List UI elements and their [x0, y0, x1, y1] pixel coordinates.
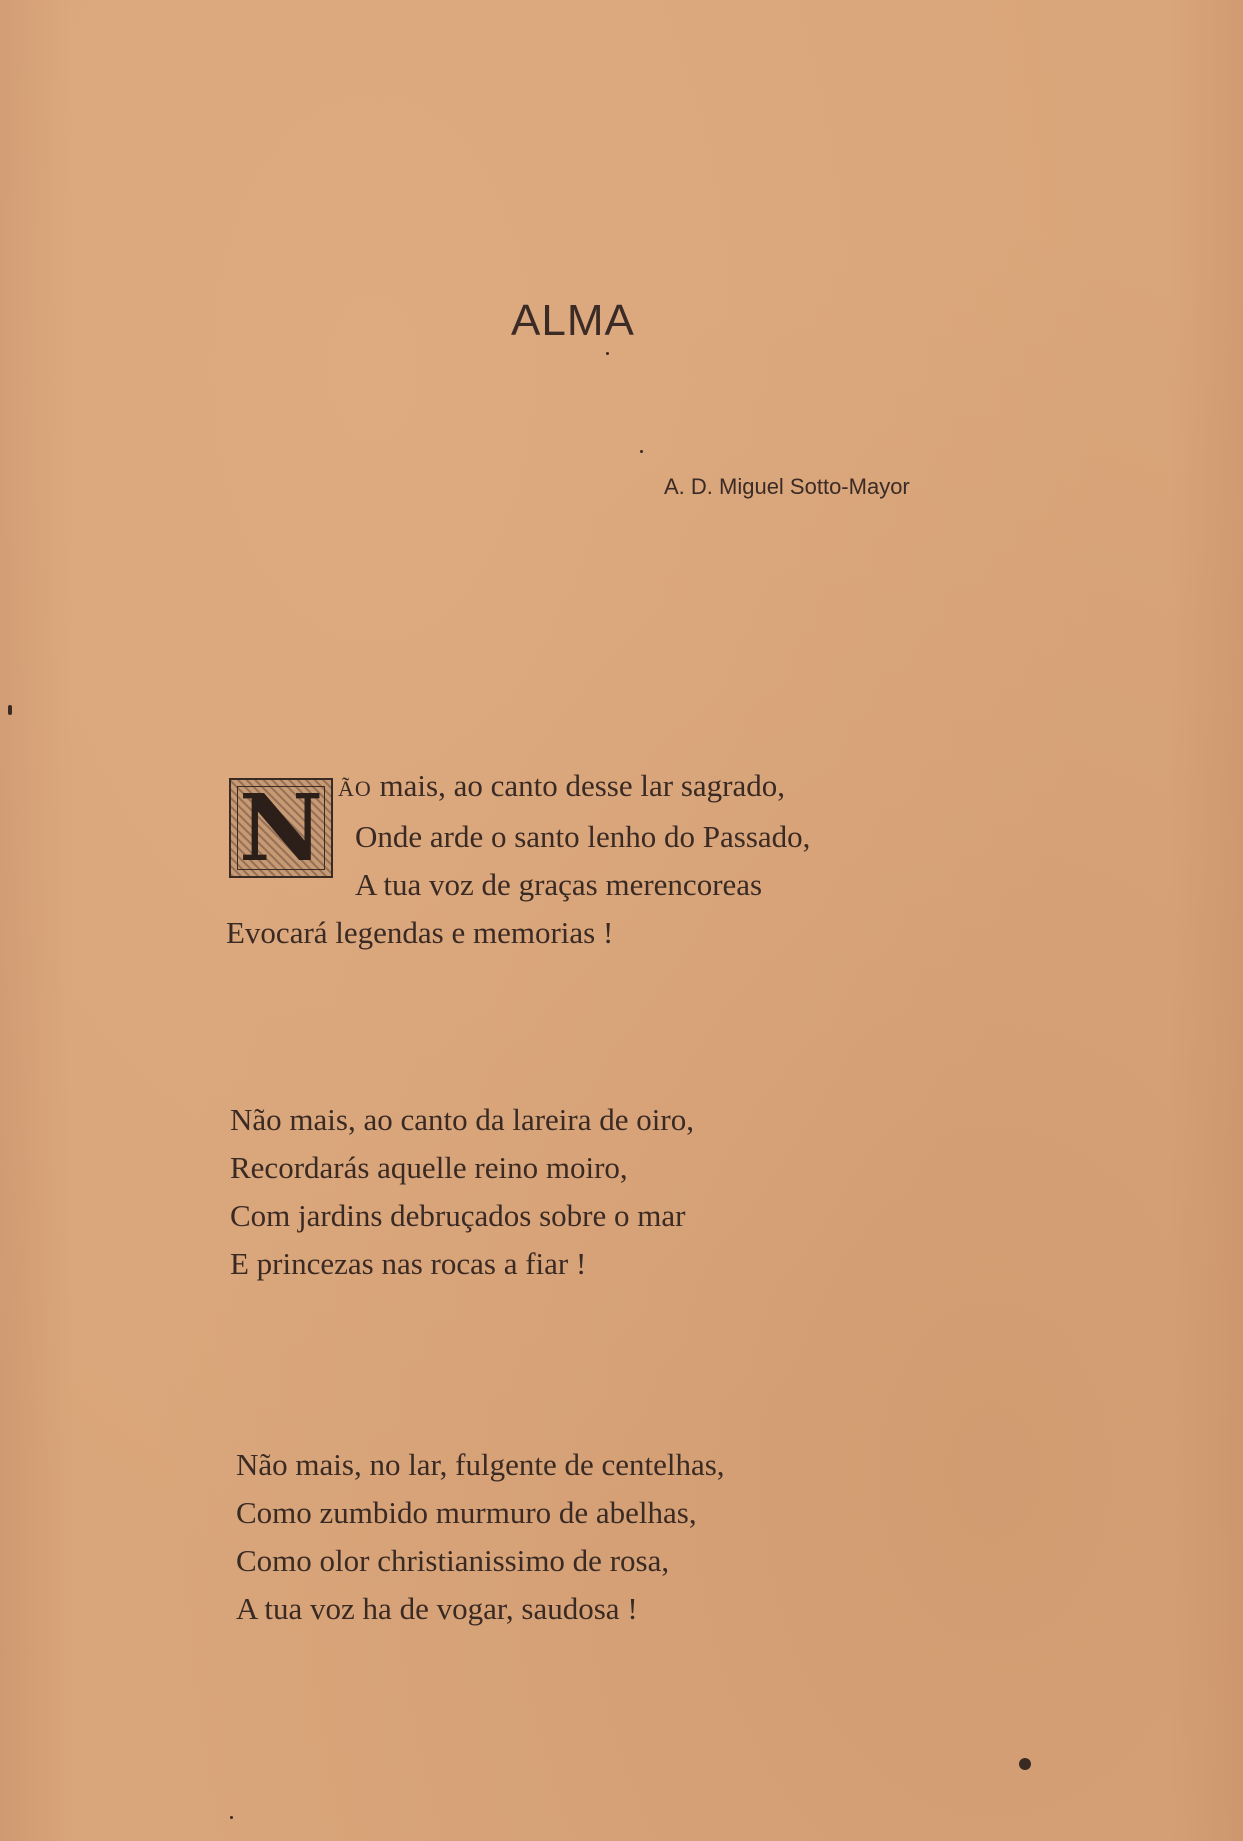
- stanza-3: [236, 1441, 725, 1633]
- verse-line: Recordarás aquelle reino moiro,: [230, 1150, 628, 1185]
- verse-line: Com jardins debruçados sobre o mar: [230, 1198, 686, 1233]
- verse-line: Como zumbido murmuro de abelhas,: [236, 1495, 697, 1530]
- verse-line: Onde arde o santo lenho do Passado,: [355, 819, 811, 854]
- stanza-2: [230, 1096, 694, 1288]
- verse-line: A tua voz de graças merencoreas: [355, 867, 763, 902]
- paper-speck: [606, 352, 609, 355]
- verse-line: A tua voz ha de vogar, saudosa !: [236, 1591, 638, 1626]
- verse-line: Como olor christianissimo de rosa,: [236, 1543, 670, 1578]
- verse-line-text: mais, ao canto desse lar sagrado,: [371, 768, 785, 803]
- verse-line: [338, 762, 810, 813]
- verse-line: Não mais, no lar, fulgente de centelhas,: [236, 1447, 725, 1482]
- drop-cap-letter: N: [238, 774, 324, 882]
- paper-speck: [8, 705, 12, 715]
- smallcaps-continuation: ÃO: [338, 776, 372, 801]
- poem-title: ALMA: [511, 296, 635, 345]
- verse-line: Não mais, ao canto da lareira de oiro,: [230, 1102, 694, 1137]
- verse-line: Evocará legendas e memorias !: [226, 915, 614, 950]
- poem-dedication: A. D. Miguel Sotto-Mayor: [664, 474, 910, 499]
- paper-speck: [1019, 1758, 1031, 1770]
- paper-speck: [230, 1816, 233, 1819]
- verse-line: E princezas nas rocas a fiar !: [230, 1246, 587, 1281]
- stanza-1: [226, 762, 810, 957]
- paper-speck: [640, 450, 643, 453]
